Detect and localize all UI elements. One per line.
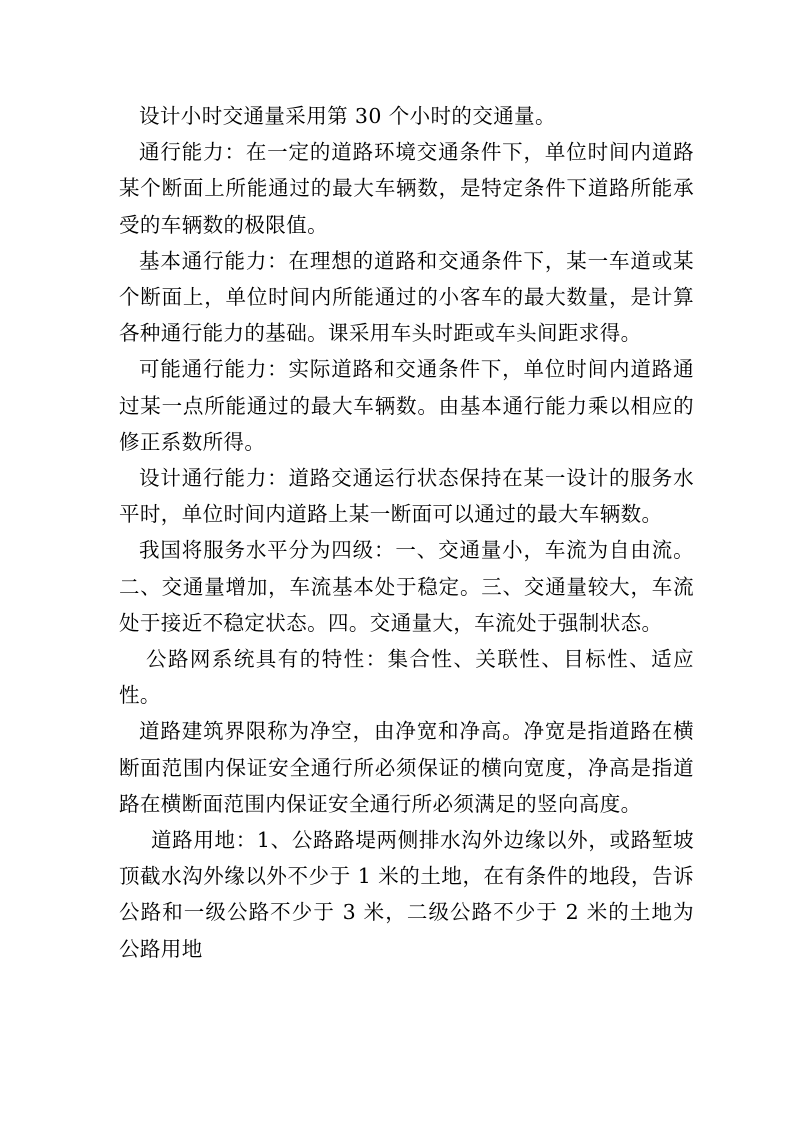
paragraph-capacity: 通行能力：在一定的道路环境交通条件下，单位时间内道路某个断面上所能通过的最大车辆数，是特定条件下道路所能承受的车辆数的极限值。 <box>119 140 694 237</box>
paragraph-basic-capacity: 基本通行能力：在理想的道路和交通条件下，某一车道或某个断面上，单位时间内所能通过的小客车的最大数量，是计算各种通行能力的基础。课采用车头时距或车头间距求得。 <box>119 248 694 346</box>
document-body <box>119 98 694 967</box>
paragraph-service-levels: 我国将服务水平分为四级：一、交通量小，车流为自由流。二、交通量增加，车流基本处于稳定。三、交通量较大，车流处于接近不稳定状态。四。交通量大，车流处于强制状态。 <box>119 538 694 635</box>
paragraph-clearance: 道路建筑界限称为净空，由净宽和净高。净宽是指道路在横断面范围内保证安全通行所必须保证的横向宽度，净高是指道路在横断面范围内保证安全通行所必须满足的竖向高度。 <box>119 719 694 816</box>
paragraph-road-land: 道路用地：1、公路路堤两侧排水沟外边缘以外，或路堑坡顶截水沟外缘以外不少于 1 米的土地，在有条件的地段，告诉公路和一级公路不少于 3 米，二级公路不少于 2 米的土地为公路用地 <box>119 828 694 961</box>
paragraph-design-hourly-volume: 设计小时交通量采用第 30 个小时的交通量。 <box>139 104 556 128</box>
paragraph-design-capacity: 设计通行能力：道路交通运行状态保持在某一设计的服务水平时，单位时间内道路上某一断面可以通过的最大车辆数。 <box>119 466 694 527</box>
paragraph-possible-capacity: 可能通行能力：实际道路和交通条件下，单位时间内道路通过某一点所能通过的最大车辆数。由基本通行能力乘以相应的修正系数所得。 <box>119 357 694 454</box>
paragraph-network-properties: 公路网系统具有的特性：集合性、关联性、目标性、适应性。 <box>119 647 694 708</box>
